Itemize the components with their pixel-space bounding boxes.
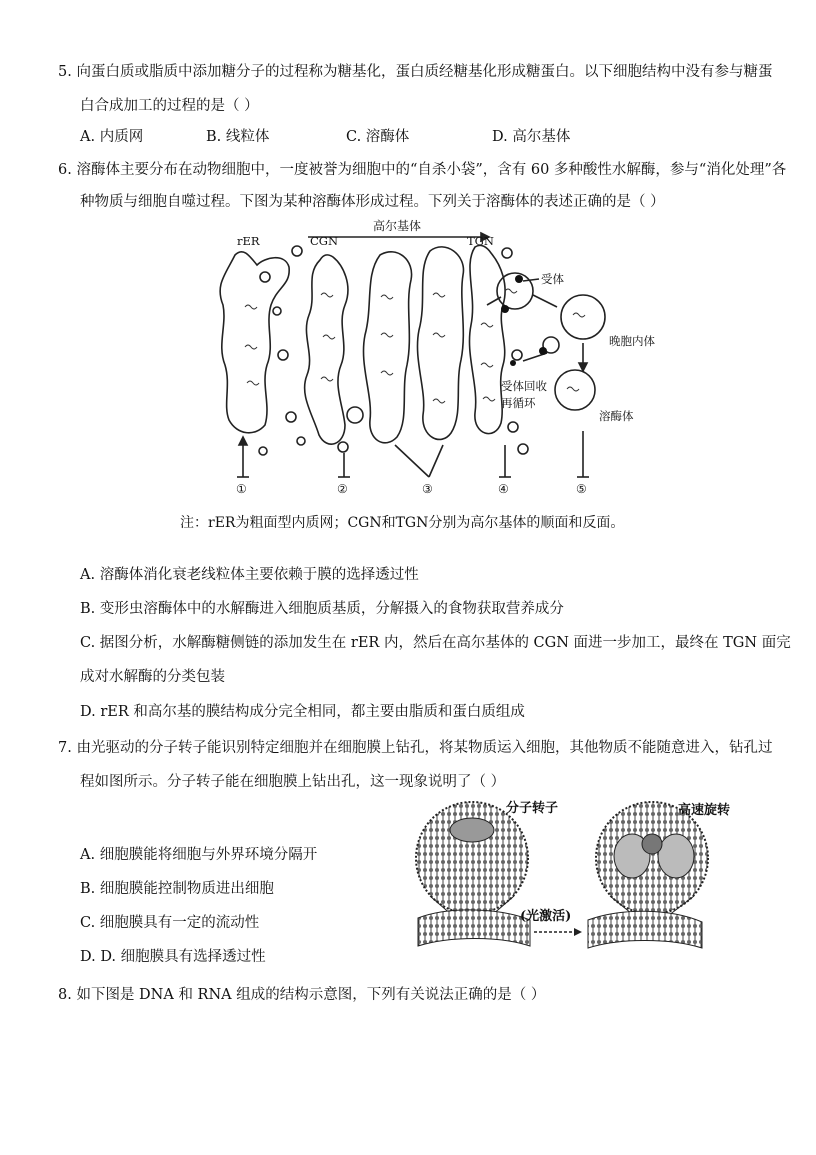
label-molecular-rotor: 分子转子 — [506, 801, 559, 816]
label-receptor: 受体 — [541, 272, 564, 286]
step-3: ③ — [422, 482, 433, 496]
q5-option-c: C. 溶酶体 — [346, 129, 410, 145]
q7-stem-line2: 程如图所示。分子转子能在细胞膜上钻出孔，这一现象说明了（ ） — [80, 774, 506, 790]
q6-option-d: D. rER 和高尔基的膜结构成分完全相同，都主要由脂质和蛋白质组成 — [80, 704, 525, 720]
label-rer: rER — [237, 234, 260, 248]
label-receptor-recycle-1: 受体回收 — [501, 379, 547, 393]
q7-option-c: C. 细胞膜具有一定的流动性 — [80, 915, 260, 931]
label-tgn: TGN — [467, 234, 494, 248]
label-lysosome: 溶酶体 — [599, 409, 634, 423]
label-golgi: 高尔基体 — [373, 219, 422, 233]
label-late-endosome: 晚胞内体 — [609, 334, 655, 348]
figure-note: 注：rER为粗面型内质网；CGN和TGN分别为高尔基体的顺面和反面。 — [180, 515, 625, 531]
q6-option-a: A. 溶酶体消化衰老线粒体主要依赖于膜的选择透过性 — [80, 567, 419, 583]
q6-stem-line2: 种物质与细胞自噬过程。下图为某种溶酶体形成过程。下列关于溶酶体的表述正确的是（ ） — [80, 194, 665, 210]
q7-option-d: D. D. 细胞膜具有选择透过性 — [80, 949, 266, 965]
q6-option-b: B. 变形虫溶酶体中的水解酶进入细胞质基质，分解摄入的食物获取营养成分 — [80, 601, 564, 617]
q6-option-c-line1: C. 据图分析，水解酶糖侧链的添加发生在 rER 内，然后在高尔基体的 CGN 面进一步加工，最终在 TGN 面完 — [80, 635, 791, 651]
q5-option-d: D. 高尔基体 — [492, 129, 571, 145]
step-1: ① — [236, 482, 247, 496]
molecular-rotor-diagram — [410, 796, 770, 966]
step-2: ② — [337, 482, 348, 496]
q5-option-a: A. 内质网 — [80, 129, 144, 145]
q6-stem-line1: 6. 溶酶体主要分布在动物细胞中，一度被誉为细胞中的“自杀小袋”，含有 60 多种酸性水解酶，参与“消化处理”各 — [58, 162, 787, 178]
label-receptor-recycle-2: 再循环 — [501, 396, 536, 410]
step-5: ⑤ — [576, 482, 587, 496]
q6-option-c-line2: 成对水解酶的分类包装 — [80, 669, 225, 685]
q8-stem: 8. 如下图是 DNA 和 RNA 组成的结构示意图，下列有关说法正确的是（ ） — [58, 987, 546, 1003]
q5-stem-line1: 5. 向蛋白质或脂质中添加糖分子的过程称为糖基化，蛋白质经糖基化形成糖蛋白。以下细胞结构中没有参与糖蛋 — [58, 64, 773, 80]
q5-stem-line2: 白合成加工的过程的是（ ） — [80, 98, 259, 114]
step-4: ④ — [498, 482, 509, 496]
label-cgn: CGN — [310, 234, 339, 248]
q7-stem-line1: 7. 由光驱动的分子转子能识别特定细胞并在细胞膜上钻孔，将某物质运入细胞，其他物质不能随意进入，钻孔过 — [58, 740, 773, 756]
q5-option-b: B. 线粒体 — [206, 129, 270, 145]
lysosome-formation-diagram — [205, 215, 655, 505]
label-high-speed-spin: 高速旋转 — [678, 803, 731, 818]
q7-option-b: B. 细胞膜能控制物质进出细胞 — [80, 881, 274, 897]
label-light-activation: (光激活) — [520, 909, 572, 924]
q7-option-a: A. 细胞膜能将细胞与外界环境分隔开 — [80, 847, 318, 863]
